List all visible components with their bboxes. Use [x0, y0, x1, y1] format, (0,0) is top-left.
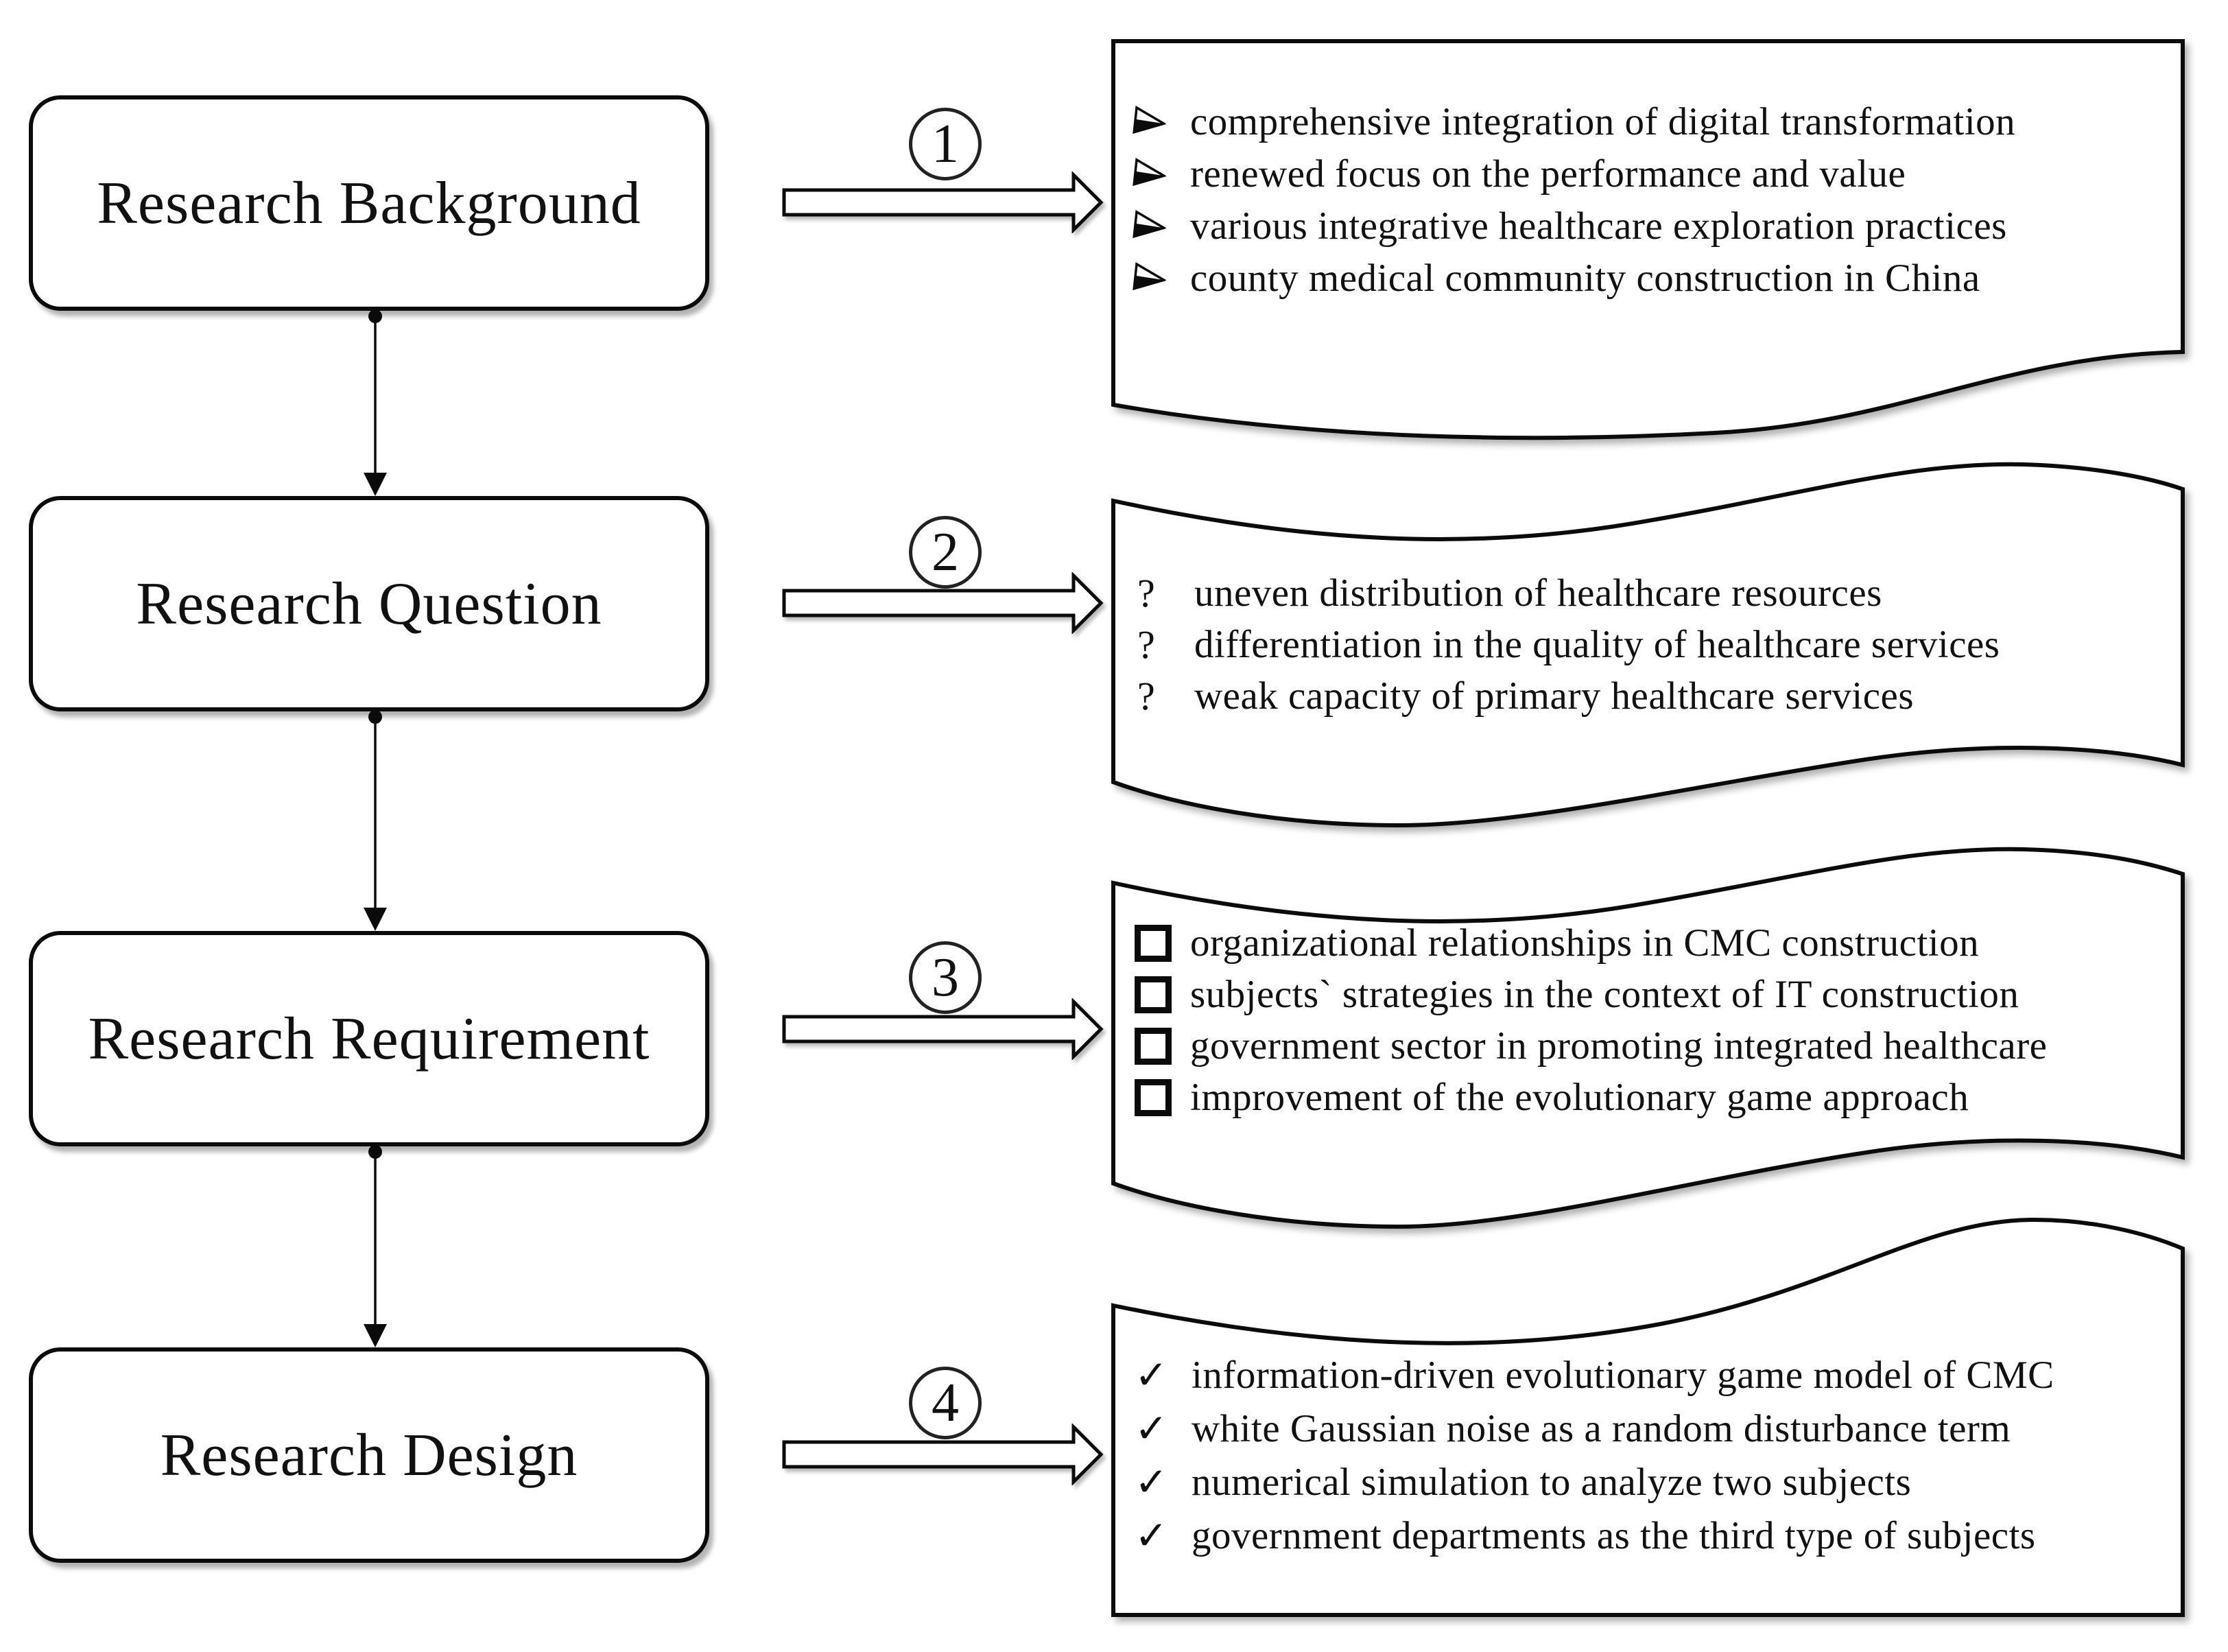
list-item-text: numerical simulation to analyze two subjects	[1192, 1460, 1912, 1504]
square-bullet-icon	[1133, 925, 1190, 962]
stage-title: Research Design	[160, 1421, 578, 1489]
list-item	[1133, 1348, 2162, 1402]
list-item	[1133, 252, 2162, 304]
stage-box-research-background	[29, 95, 709, 311]
list-item-text: white Gaussian noise as a random disturbance term	[1192, 1406, 2011, 1450]
step-number-label: 1	[932, 114, 959, 174]
stage-box-research-requirement	[29, 931, 709, 1146]
step-number-label: 4	[932, 1373, 959, 1433]
check-mark-bullet-icon: ✓	[1135, 1512, 1168, 1559]
list-item-text: weak capacity of primary healthcare services	[1194, 674, 1915, 718]
list-item-text: subjects` strategies in the context of IT construction	[1190, 973, 2019, 1016]
list-item-text: organizational relationships in CMC construction	[1190, 921, 1980, 965]
arrowhead-bullet-icon	[1133, 211, 1190, 241]
block-arrow-right-2	[782, 572, 1104, 634]
list-item	[1133, 200, 2162, 252]
list-item	[1133, 95, 2162, 148]
block-arrow-right-3	[782, 998, 1104, 1060]
block-arrow-right-4	[782, 1424, 1104, 1485]
list-item-text: uneven distribution of healthcare resources	[1194, 571, 1882, 615]
stage-title: Research Background	[97, 169, 641, 237]
list-item	[1133, 1402, 2162, 1455]
block-arrow-right-1	[782, 172, 1104, 233]
square-bullet-icon	[1133, 1028, 1190, 1065]
list-item	[1133, 148, 2162, 200]
list-item	[1133, 1509, 2162, 1562]
connector-arrow-down-3	[355, 1145, 396, 1347]
list-item-text: renewed focus on the performance and value	[1190, 152, 1906, 196]
list-item	[1133, 670, 2162, 722]
check-mark-bullet-icon: ✓	[1135, 1459, 1168, 1505]
design-list	[1133, 1348, 2162, 1562]
list-item-text: improvement of the evolutionary game approach	[1190, 1076, 1969, 1119]
stage-title: Research Requirement	[88, 1005, 650, 1072]
list-item-text: comprehensive integration of digital transformation	[1190, 99, 2016, 143]
list-item	[1133, 1020, 2162, 1072]
check-mark-bullet-icon: ✓	[1135, 1352, 1168, 1398]
arrowhead-bullet-icon	[1133, 106, 1190, 137]
list-item-text: county medical community construction in China	[1190, 256, 1980, 300]
question-list	[1133, 567, 2162, 722]
list-item-text: information-driven evolutionary game model of CMC	[1192, 1353, 2054, 1397]
question-mark-bullet-icon: ?	[1137, 571, 1155, 615]
stage-box-research-design	[29, 1347, 709, 1563]
list-item	[1133, 1072, 2162, 1123]
arrowhead-bullet-icon	[1133, 158, 1190, 189]
check-mark-bullet-icon: ✓	[1135, 1405, 1168, 1452]
list-item-text: government departments as the third type of subjects	[1192, 1513, 2036, 1557]
step-number-label: 2	[932, 522, 959, 582]
list-item-text: government sector in promoting integrated healthcare	[1190, 1024, 2048, 1067]
arrowhead-bullet-icon	[1133, 263, 1190, 293]
list-item	[1133, 917, 2162, 969]
connector-arrow-down-1	[355, 309, 396, 496]
requirement-list	[1133, 917, 2162, 1123]
step-number-1	[909, 108, 982, 180]
list-item	[1133, 619, 2162, 670]
question-mark-bullet-icon: ?	[1137, 674, 1155, 718]
step-number-label: 3	[932, 947, 959, 1008]
question-mark-bullet-icon: ?	[1137, 622, 1155, 667]
list-item-text: differentiation in the quality of healthcare services	[1194, 623, 2000, 666]
list-item	[1133, 969, 2162, 1020]
list-item-text: various integrative healthcare exploration practices	[1190, 204, 2007, 248]
background-list	[1133, 95, 2162, 304]
list-item	[1133, 567, 2162, 619]
square-bullet-icon	[1133, 976, 1190, 1013]
stage-title: Research Question	[136, 570, 602, 637]
square-bullet-icon	[1133, 1079, 1190, 1116]
connector-arrow-down-2	[355, 710, 396, 931]
stage-box-research-question	[29, 496, 709, 711]
list-item	[1133, 1455, 2162, 1509]
